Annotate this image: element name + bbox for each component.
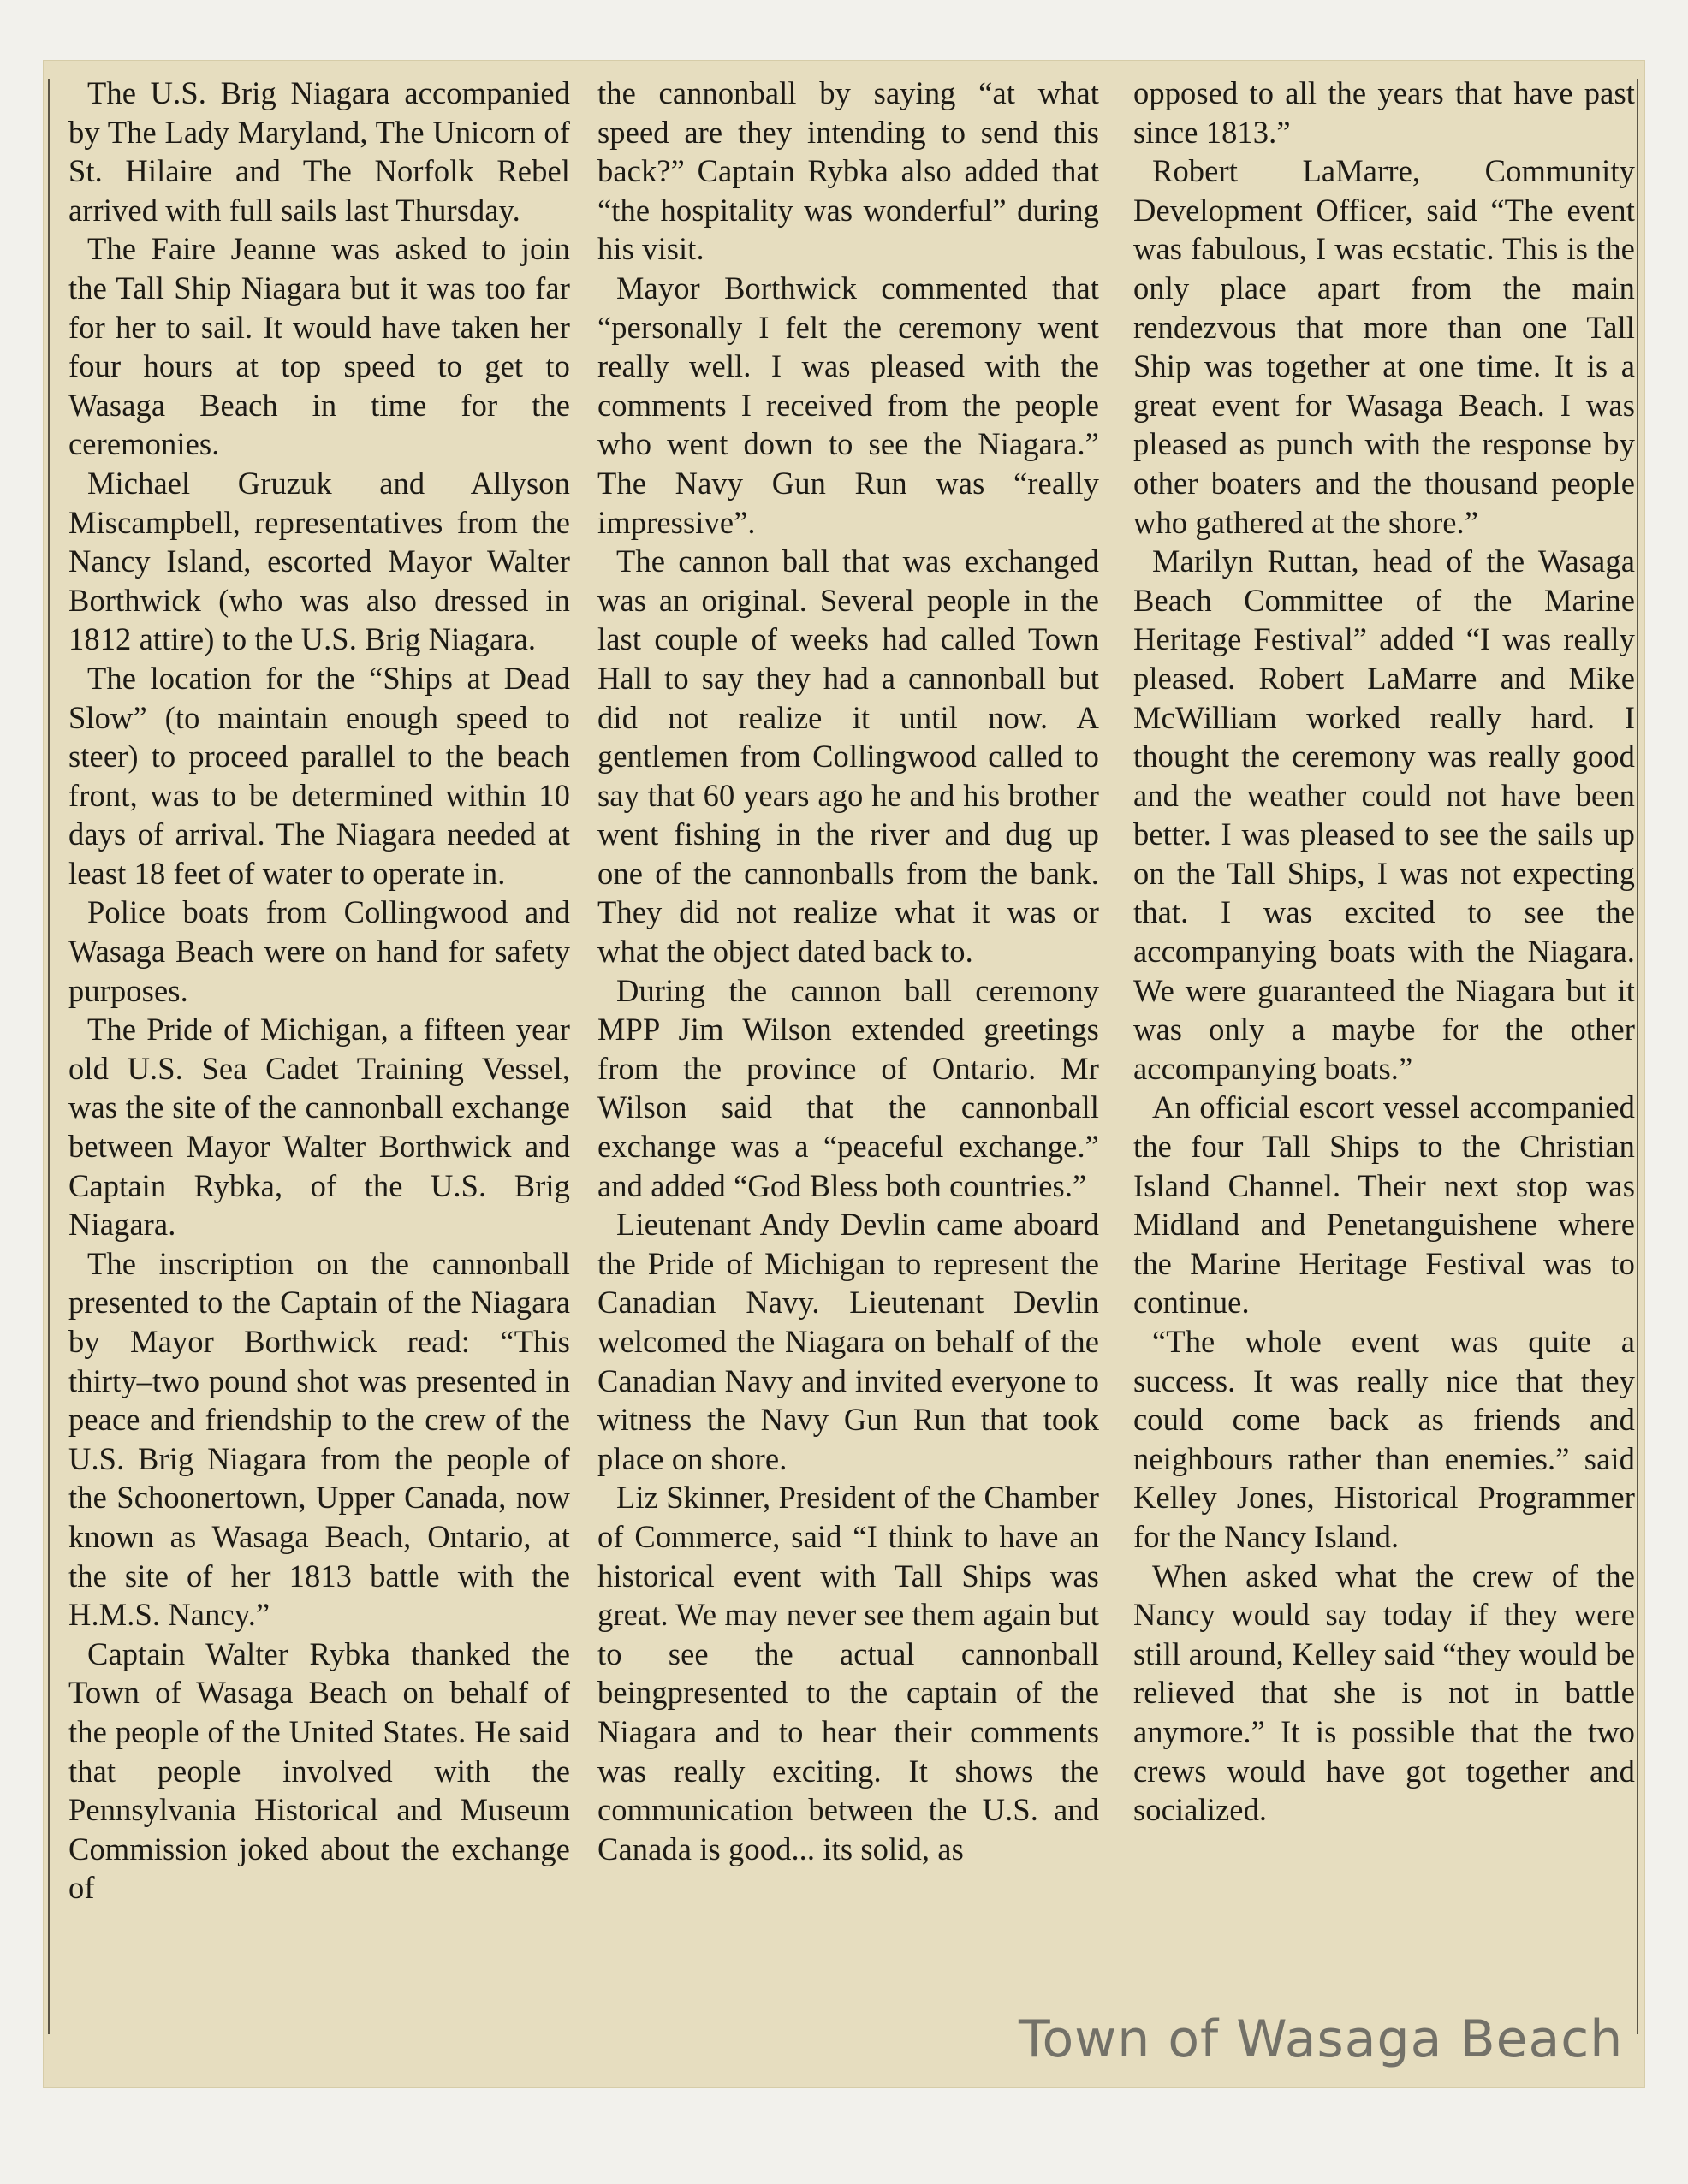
paragraph: The Faire Jeanne was asked to join the Tall Ship Niagara but it was too far for her to sail. It would have taken her four hours at top speed to get to Wasaga Beach in time for the ceremonies. bbox=[68, 231, 570, 462]
paragraph: “The whole event was quite a success. It was really nice that they could come back as friends and neighbours rather than enemies.” said Kelley Jones, Historical Programmer for the Nancy Island. bbox=[1133, 1324, 1635, 1554]
paragraph: When asked what the crew of the Nancy would say today if they were still around, Kelley said “they would be relieved that she is not in battle anymore.” It is possible that the two crews would have got together and socialized. bbox=[1133, 1558, 1635, 1828]
paragraph: Mayor Borthwick commented that “personally I felt the ceremony went really well. I was pleased with the comments I received from the people who went down to see the Niagara.” The Navy Gun Run was “really impressive”. bbox=[597, 270, 1099, 540]
paragraph: opposed to all the years that have past since 1813.” bbox=[1133, 75, 1635, 150]
article-column-2 bbox=[597, 74, 1099, 1868]
paragraph: The inscription on the cannonball presented to the Captain of the Niagara by Mayor Borthwick read: “This thirty–two pound shot was presented in peace and friendship to the crew of the U.S. Brig Niagara from the people of the Schoonertown, Upper Canada, now known as Wasaga Beach, Ontario, at the site of her 1813 battle with the H.M.S. Nancy.” bbox=[68, 1245, 570, 1633]
watermark-text: Town of Wasaga Beach bbox=[1019, 2009, 1624, 2069]
paragraph: Michael Gruzuk and Allyson Miscampbell, representatives from the Nancy Island, escorted Mayor Walter Borthwick (who was also dressed in 1812 attire) to the U.S. Brig Niagara. bbox=[68, 465, 570, 657]
paragraph: The cannon ball that was exchanged was an original. Several people in the last couple of weeks had called Town Hall to say they had a cannonball but did not realize it until now. A gentlemen from Collingwood called to say that 60 years ago he and his brother went fishing in the river and dug up one of the cannonballs from the bank. They did not realize what it was or what the object dated back to. bbox=[597, 543, 1099, 970]
paragraph: the cannonball by saying “at what speed are they intending to send this back?” Captain Rybka also added that “the hospitality was wonderful” during his visit. bbox=[597, 75, 1099, 267]
paragraph: An official escort vessel accompanied the four Tall Ships to the Christian Island Channel. Their next stop was Midland and Penetanguishene where the Marine Heritage Festival was to continue. bbox=[1133, 1089, 1635, 1320]
paragraph: Liz Skinner, President of the Chamber of Commerce, said “I think to have an historical event with Tall Ships was great. We may never see them again but to see the actual cannonball beingpresented to the captain of the Niagara and to hear their comments was really exciting. It shows the communication between the U.S. and Canada is good... its solid, as bbox=[597, 1480, 1099, 1866]
article-column-3 bbox=[1133, 74, 1635, 1830]
paragraph: The U.S. Brig Niagara accompanied by The Lady Maryland, The Unicorn of St. Hilaire and The Norfolk Rebel arrived with full sails last Thursday. bbox=[68, 75, 570, 228]
paragraph: The location for the “Ships at Dead Slow” (to maintain enough speed to steer) to proceed parallel to the beach front, was to be determined within 10 days of arrival. The Niagara needed at least 18 feet of water to operate in. bbox=[68, 660, 570, 891]
paragraph: Robert LaMarre, Community Development Officer, said “The event was fabulous, I was ecstatic. This is the only place apart from the main rendezvous that more than one Tall Ship was together at one time. It is a great event for Wasaga Beach. I was pleased as punch with the response by other boaters and the thousand people who gathered at the shore.” bbox=[1133, 153, 1635, 540]
paragraph: Captain Walter Rybka thanked the Town of Wasaga Beach on behalf of the people of the United States. He said that people involved with the Pennsylvania Historical and Museum Commission joked about the exchange of bbox=[68, 1635, 570, 1906]
paragraph: Lieutenant Andy Devlin came aboard the Pride of Michigan to represent the Canadian Navy. Lieutenant Devlin welcomed the Niagara on behalf of the Canadian Navy and invited everyone to witness the Navy Gun Run that took place on shore. bbox=[597, 1207, 1099, 1476]
paragraph: Police boats from Collingwood and Wasaga Beach were on hand for safety purposes. bbox=[68, 894, 570, 1008]
article-column-1 bbox=[68, 74, 570, 1908]
paragraph: During the cannon ball ceremony MPP Jim Wilson extended greetings from the province of Ontario. Mr Wilson said that the cannonball exchange was a “peaceful exchange.” and added “God Bless both countries.” bbox=[597, 972, 1099, 1203]
paragraph: Marilyn Ruttan, head of the Wasaga Beach Committee of the Marine Heritage Festival” added “I was really pleased. Robert LaMarre and Mike McWilliam worked really hard. I thought the ceremony was really good and the weather could not have been better. I was pleased to see the sails up on the Tall Ships, I was not expecting that. I was excited to see the accompanying boats with the Niagara. We were guaranteed the Niagara but it was only a maybe for the other accompanying boats.” bbox=[1133, 543, 1635, 1086]
column-rule-right bbox=[1637, 79, 1638, 2034]
column-rule-left bbox=[48, 79, 50, 2034]
paragraph: The Pride of Michigan, a fifteen year old U.S. Sea Cadet Training Vessel, was the site of the cannonball exchange between Mayor Walter Borthwick and Captain Rybka, of the U.S. Brig Niagara. bbox=[68, 1012, 570, 1243]
